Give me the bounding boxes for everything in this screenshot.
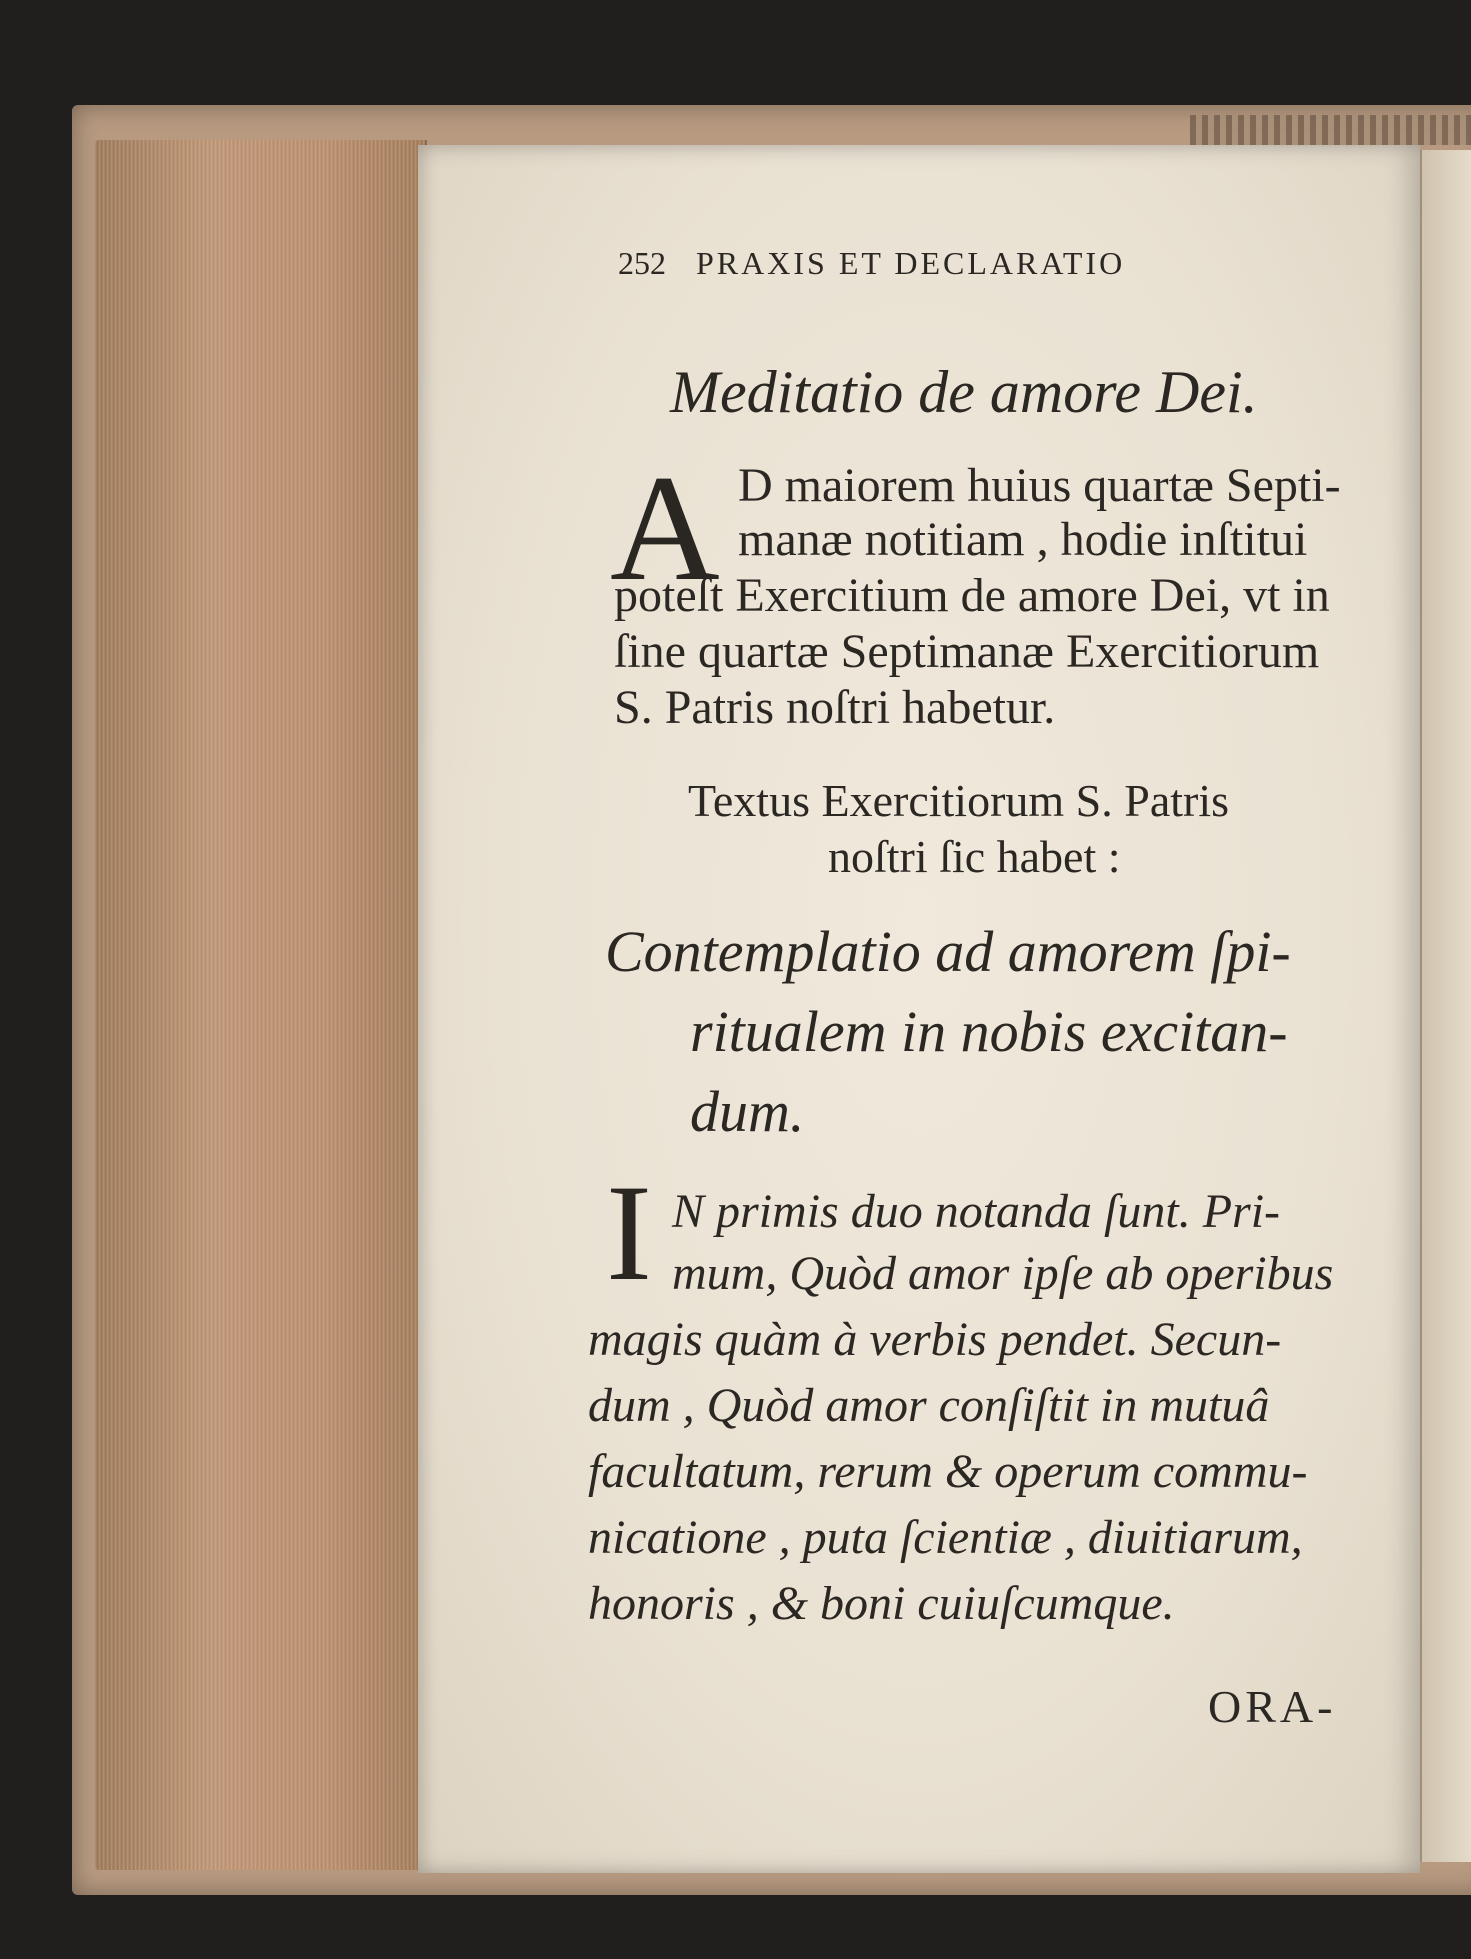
intro-line: D maiorem huius quartæ Septi-	[738, 459, 1341, 512]
drop-cap-a: A	[610, 444, 720, 612]
contemplatio-line: Contemplatio ad amorem ſpi-	[605, 919, 1291, 984]
head-band	[1190, 115, 1471, 145]
body-line: mum, Quòd amor ipſe ab operibus	[672, 1247, 1334, 1300]
facing-page-edge	[1420, 150, 1471, 1862]
drop-cap-i: I	[606, 1156, 652, 1309]
intro-line: S. Patris noſtri habetur.	[614, 681, 1056, 734]
running-title: PRAXIS ET DECLARATIO	[696, 245, 1126, 281]
body-line: dum , Quòd amor conſiſtit in mutuâ	[588, 1379, 1270, 1432]
body-line: magis quàm à verbis pendet. Secun-	[588, 1313, 1282, 1366]
intro-line: poteſt Exercitium de amore Dei, vt in	[614, 569, 1330, 622]
body-line: N primis duo notanda ſunt. Pri-	[672, 1185, 1281, 1238]
catchword: ORA-	[1208, 1681, 1337, 1732]
contemplatio-line: ritualem in nobis excitan-	[690, 999, 1288, 1064]
subheading-line: noſtri ſic habet :	[828, 831, 1121, 882]
running-header	[618, 245, 1125, 282]
page-number: 252	[618, 245, 666, 281]
page-title: Meditatio de amore Dei.	[670, 359, 1258, 425]
body-line: honoris , & boni cuiuſcumque.	[588, 1577, 1175, 1630]
contemplatio-line: dum.	[690, 1079, 805, 1144]
body-line: facultatum, rerum & operum commu-	[588, 1445, 1308, 1498]
body-line: nicatione , puta ſcientiæ , diuitiarum,	[588, 1511, 1303, 1564]
intro-line: manæ notitiam , hodie inſtitui	[738, 513, 1308, 566]
page-edges	[95, 140, 427, 1870]
intro-line: ſine quartæ Septimanæ Exercitiorum	[614, 625, 1320, 678]
subheading-line: Textus Exercitiorum S. Patris	[688, 775, 1230, 826]
